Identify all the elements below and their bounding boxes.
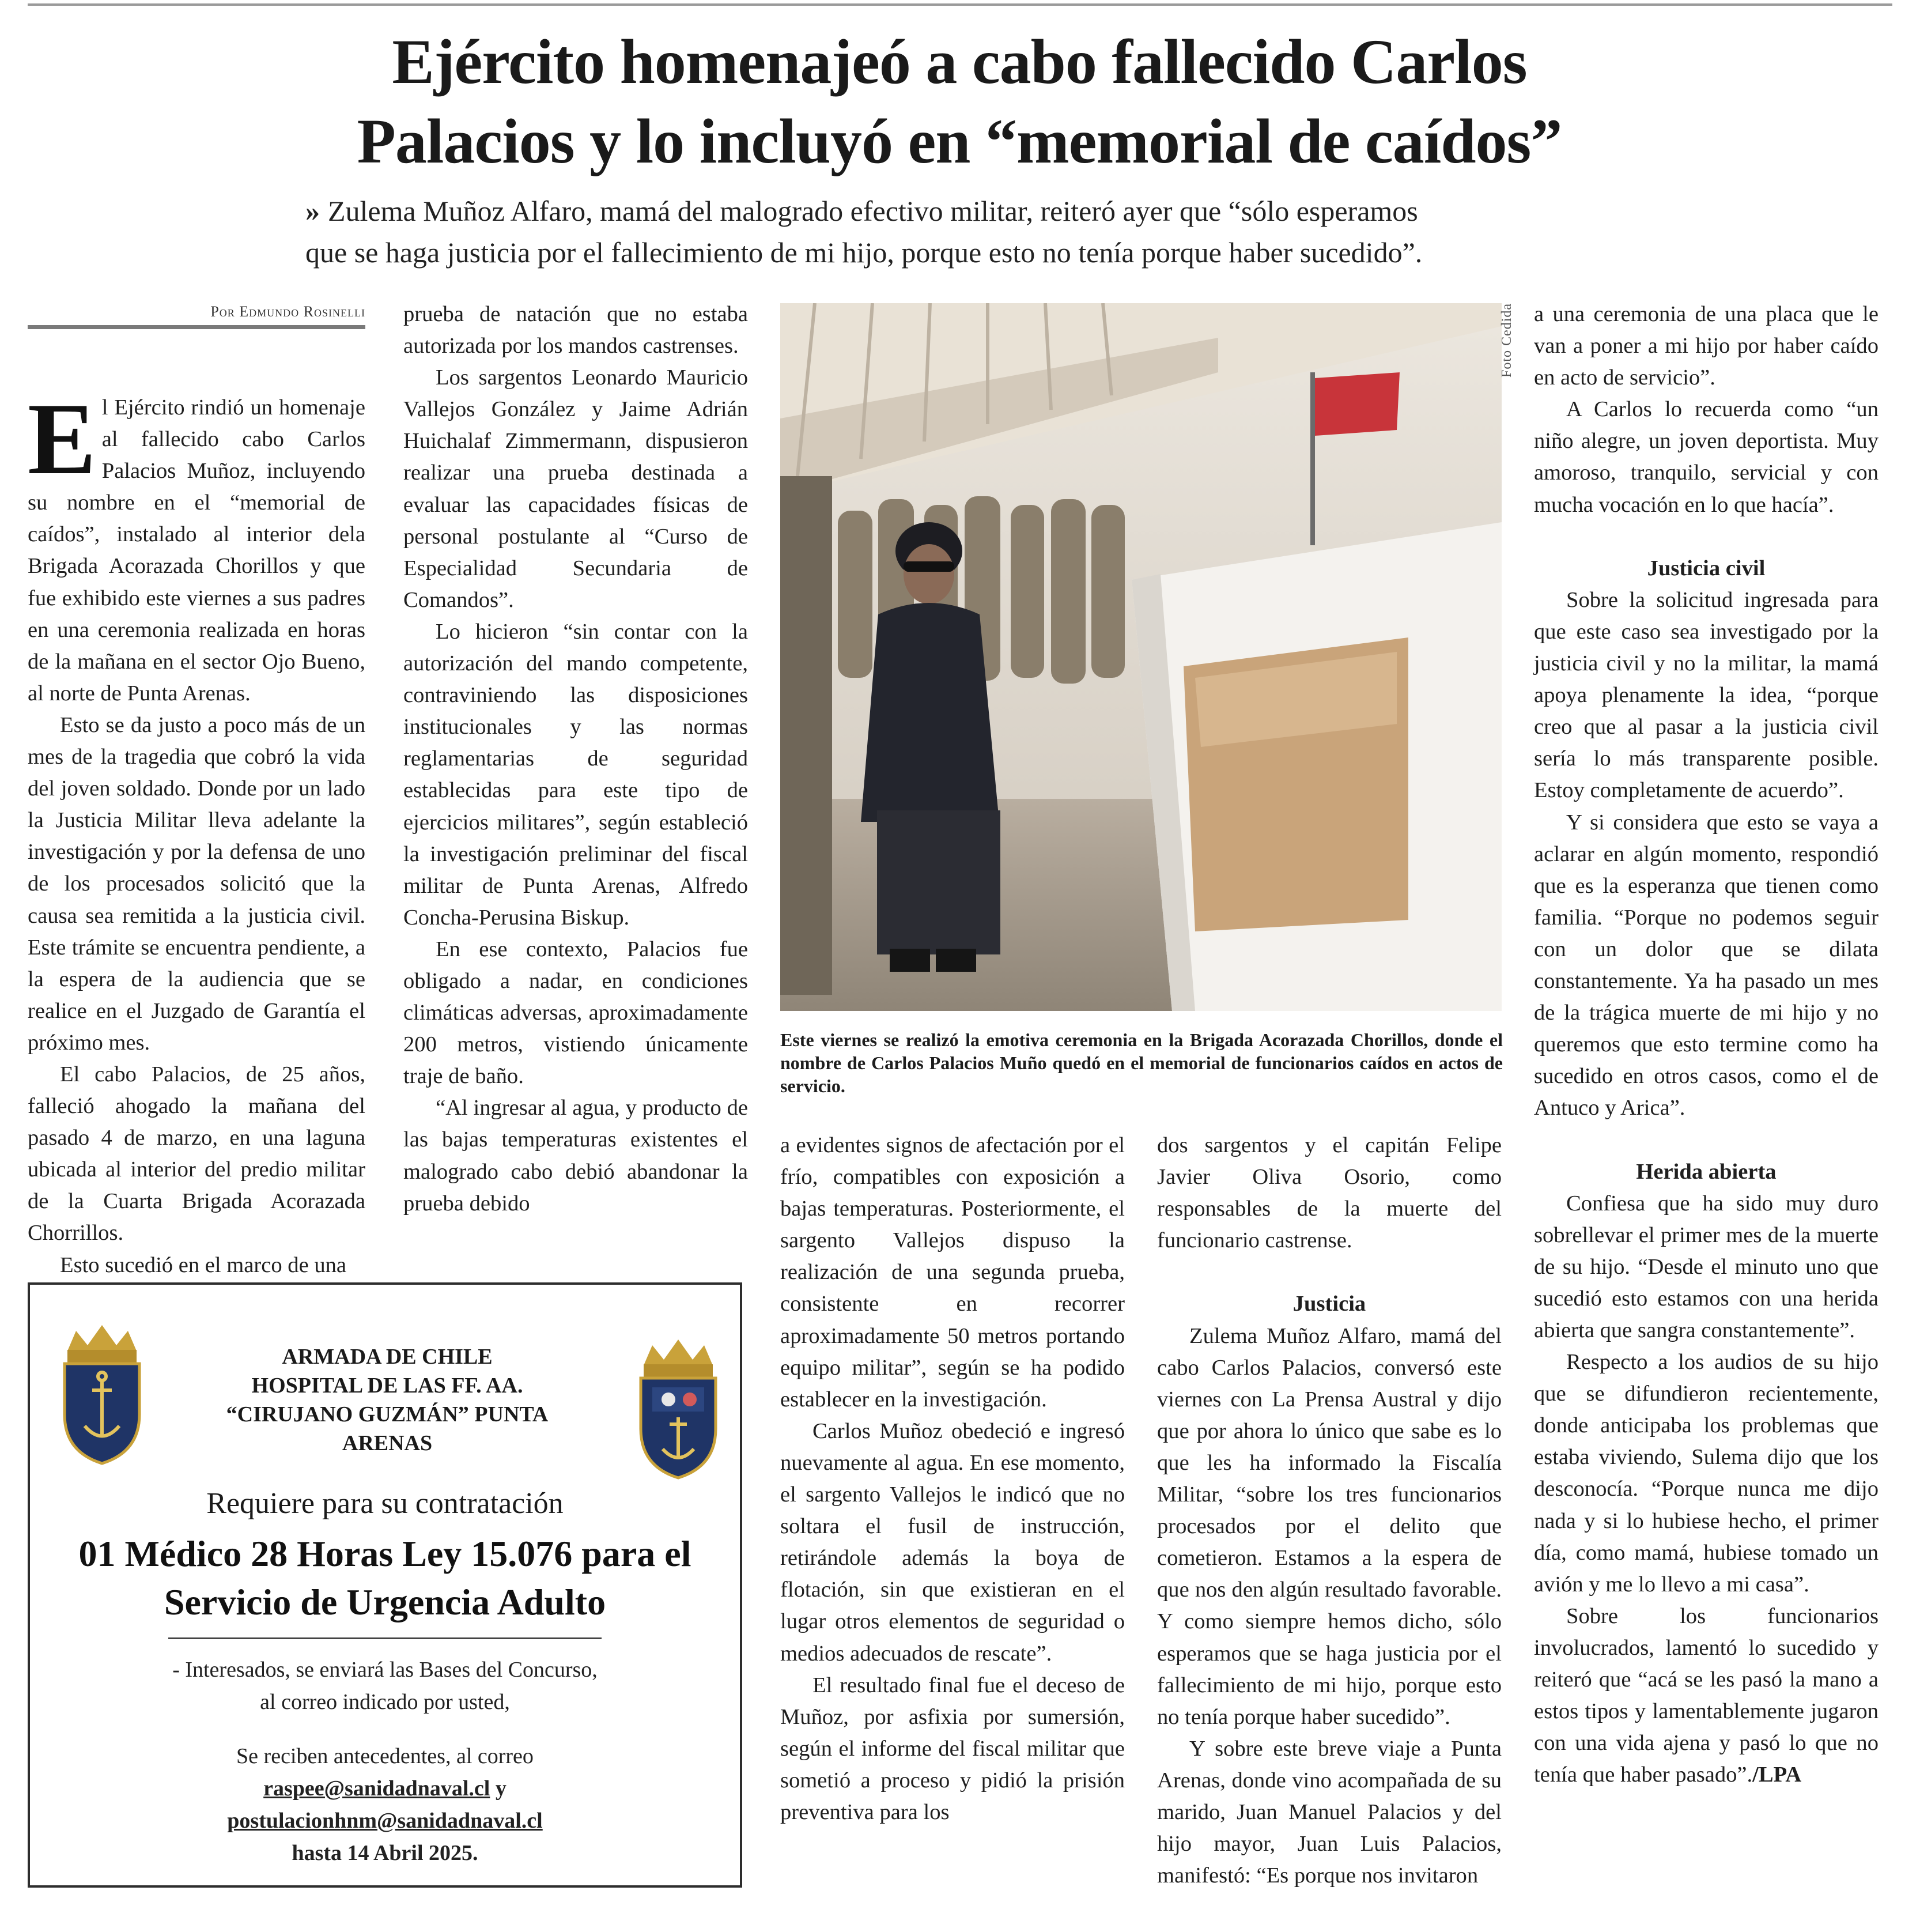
section-heading-justicia: Justicia bbox=[1292, 1292, 1366, 1316]
email-link-postulacion[interactable]: postulacionhnm@sanidadnaval.cl bbox=[227, 1809, 543, 1833]
paragraph: Y si considera que esto se vaya a aclarar en algún momento, respondió que es la esperanza que tienen como familia. “Porque no podemos seguir con un dolor que se dilata constantemente. Ya ha pasado un mes de la trágica muerte de mi hijo y no queremos que esto termine como ha sucedido en otros casos, como el de Antuco y Arica”. bbox=[1534, 810, 1879, 1120]
ad-position-line-1: 01 Médico 28 Horas Ley 15.076 para el bbox=[78, 1533, 691, 1574]
navy-crest-left bbox=[59, 1322, 145, 1466]
paragraph: Carlos Muñoz obedeció e ingresó nuevamente al agua. En ese momento, el sargento Vallejos le indicó que no soltara el fusil de instrucción, retirándole además la boya de flotación, sin que existieran en el lugar otros elementos de seguridad o medios adecuados de rescate”. bbox=[780, 1418, 1125, 1666]
headline bbox=[115, 22, 1804, 181]
paragraph: prueba de natación que no estaba autorizada por los mandos castrenses. bbox=[403, 302, 748, 359]
advertiser-line-2: HOSPITAL DE LAS FF. AA. bbox=[251, 1373, 523, 1398]
top-rule bbox=[28, 3, 1892, 6]
paragraph: Los sargentos Leonardo Mauricio Vallejos González y Jaime Adrián Huichalaf Zimmermann, dispusieron realizar una prueba destinada a evaluar las capacidades físicas de personal postulante al “Curso de Especialidad Secundaria de Comandos”. bbox=[403, 365, 748, 612]
paragraph: El cabo Palacios, de 25 años, falleció ahogado la mañana del pasado 4 de marzo, en una laguna ubicada al interior del predio militar de la Cuarta Brigada Acorazada Chorrillos. bbox=[28, 1062, 365, 1246]
headline-line-1: Ejército homenajeó a cabo fallecido Carlos bbox=[392, 27, 1527, 97]
paragraph: El resultado final fue el deceso de Muñoz, por asfixia por sumersión, según el informe del fiscal militar que sometió a proceso y pidió la prisión preventiva para los bbox=[780, 1673, 1125, 1824]
job-advertisement bbox=[28, 1282, 742, 1888]
paragraph: Y sobre este breve viaje a Punta Arenas, donde vino acompañada de su marido, Juan Manuel Palacios y del hijo mayor, Juan Luis Palacios, manifestó: “Es porque nos invitaron bbox=[1157, 1736, 1502, 1888]
ad-bases-line-1: - Interesados, se enviará las Bases del Concurso, bbox=[172, 1658, 598, 1682]
paragraph: Confiesa que ha sido muy duro sobrellevar el primer mes de la muerte de su hijo. “Desde el minuto uno que sucedió esto estamos con una herida abierta que sangra constantemente”. bbox=[1534, 1191, 1879, 1342]
ad-deadline: hasta 14 Abril 2025. bbox=[292, 1841, 478, 1865]
section-heading-justicia-civil: Justicia civil bbox=[1647, 556, 1766, 580]
article-column-1 bbox=[28, 382, 365, 1281]
email-link-raspee[interactable]: raspee@sanidadnaval.cl bbox=[263, 1776, 490, 1801]
navy-crest-right bbox=[635, 1337, 721, 1481]
paragraph: a una ceremonia de una placa que le van a poner a mi hijo por haber caído en acto de servicio”. bbox=[1534, 302, 1879, 390]
photo-credit: Foto Cedida bbox=[1499, 303, 1514, 378]
paragraph: A Carlos lo recuerda como “un niño alegre, un joven deportista. Muy amoroso, tranquilo, servicial y con mucha vocación en lo que hacía”. bbox=[1534, 397, 1879, 517]
drop-cap: E bbox=[28, 382, 96, 496]
ceremony-photo bbox=[780, 303, 1502, 1011]
paragraph: Esto se da justo a poco más de un mes de la tragedia que cobró la vida del joven soldado. Donde por un lado la Justicia Militar lleva adelante la investigación y por la defensa de uno de los procesados solicitó que la causa sea remitida a la justicia civil. Este trámite se encuentra pendiente, a la espera de la audiencia que se realice en el Juzgado de Garantía el próximo mes. bbox=[28, 712, 365, 1055]
article-column-3 bbox=[780, 1130, 1125, 1828]
paragraph: a evidentes signos de afectación por el frío, compatibles con exposición a bajas temperaturas. Posteriormente, el sargento Vallejos dispuso la realización de una segunda prueba, consistente en recorrer aproximadamente 50 metros portando equipo militar”, según se ha podido establecer en la investigación. bbox=[780, 1133, 1125, 1412]
byline: Por Edmundo Rosinelli bbox=[28, 303, 365, 329]
article-column-4 bbox=[1157, 1130, 1502, 1892]
subhead-line-2: que se haga justicia por el fallecimiento de mi hijo, porque esto no tenía porque haber sucedido”. bbox=[305, 236, 1423, 269]
signoff: /LPA bbox=[1752, 1763, 1802, 1787]
ad-contact bbox=[30, 1740, 740, 1869]
paragraph-text: Sobre los funcionarios involucrados, lamentó lo sucedido y reiteró que “acá se les pasó la mano a estos tipos y lamentablemente jugaron con una vida ajena y pasó lo que no tenía que haber pasado”. bbox=[1534, 1603, 1879, 1787]
paragraph: l Ejército rindió un homenaje al fallecido cabo Carlos Palacios Muñoz, incluyendo su nombre en el “memorial de caídos”, instalado al interior dela Brigada Acorazada Chorillos y que fue exhibido este viernes a sus padres en una ceremonia realizada en horas de la mañana en el sector Ojo Bueno, al norte de Punta Arenas. bbox=[28, 395, 365, 705]
subhead-line-1: Zulema Muñoz Alfaro, mamá del malogrado efectivo militar, reiteró ayer que “sólo esperamos bbox=[328, 195, 1418, 227]
ceremony-photo-illustration bbox=[780, 303, 1502, 1011]
flag bbox=[1315, 372, 1400, 436]
paragraph: En ese contexto, Palacios fue obligado a nadar, en condiciones climáticas adversas, aproximadamente 200 metros, vistiendo únicamente traje de baño. bbox=[403, 937, 748, 1089]
paragraph bbox=[1534, 1601, 1879, 1791]
ad-conjunction: y bbox=[490, 1776, 507, 1801]
advertiser-line-3: “CIRUJANO GUZMÁN” PUNTA ARENAS bbox=[226, 1402, 549, 1455]
ad-position-line-2: Servicio de Urgencia Adulto bbox=[164, 1582, 606, 1622]
paragraph: dos sargentos y el capitán Felipe Javier Oliva Osorio, como responsables de la muerte del funcionario castrense. bbox=[1157, 1133, 1502, 1253]
article-column-5 bbox=[1534, 299, 1879, 1791]
paragraph: Esto sucedió en el marco de una bbox=[60, 1252, 347, 1277]
ad-receive-label: Se reciben antecedentes, al correo bbox=[236, 1744, 534, 1768]
ad-position bbox=[41, 1530, 728, 1627]
flagpole bbox=[1310, 372, 1315, 545]
paragraph: Zulema Muñoz Alfaro, mamá del cabo Carlos Palacios, conversó este viernes con La Prensa Austral y dijo que por ahora lo único que sabe es lo que les ha informado la Fiscalía Militar, “sobre los tres funcionarios procesados por el delito que cometieron. Estamos a la espera de que nos den algún resultado favorable. Y como siempre hemos dicho, sólo esperamos que se haga justicia por el fallecimiento de mi hijo, porque esto no tenía porque haber sucedido”. bbox=[1157, 1323, 1502, 1729]
paragraph: Respecto a los audios de su hijo que se difundieron recientemente, donde anticipaba los problemas que estaba viviendo, Sulema dijo que los desconocía. “Porque nunca me dijo nada y si lo hubiese hecho, el primer día, como mamá, hubiese tomado un avión y me lo llevo a mi casa”. bbox=[1534, 1350, 1879, 1597]
double-chevron-icon: » bbox=[305, 195, 320, 227]
section-heading-herida-abierta: Herida abierta bbox=[1636, 1159, 1777, 1184]
paragraph: Lo hicieron “sin contar con la autorización del mando competente, contraviniendo las disposiciones institucionales y las normas reglamentarias de seguridad establecidas para este tipo de ejercicios militares”, según estableció la investigación preliminar del fiscal militar de Punta Arenas, Alfredo Concha-Perusina Biskup. bbox=[403, 619, 748, 930]
headline-line-2: Palacios y lo incluyó en “memorial de caídos” bbox=[357, 106, 1562, 176]
advertiser-name bbox=[203, 1342, 572, 1458]
advertiser-line-1: ARMADA DE CHILE bbox=[282, 1345, 493, 1369]
subhead bbox=[305, 190, 1648, 273]
ad-divider bbox=[168, 1637, 602, 1639]
ad-bases-line-2: al correo indicado por usted, bbox=[260, 1690, 510, 1714]
paragraph: “Al ingresar al agua, y producto de las bajas temperaturas existentes el malogrado cabo debió abandonar la prueba debido bbox=[403, 1096, 748, 1216]
ad-bases-note bbox=[30, 1654, 740, 1718]
ad-requirement: Requiere para su contratación bbox=[206, 1487, 564, 1520]
photo-caption: Este viernes se realizó la emotiva ceremonia en la Brigada Acorazada Chorillos, donde el nombre de Carlos Palacios Muño quedó en el memorial de funcionarios caídos en actos de servicio. bbox=[780, 1029, 1503, 1096]
paragraph: Sobre la solicitud ingresada para que este caso sea investigado por la justicia civil y no la militar, la mamá apoya plenamente la idea, “porque creo que al pasar a la justicia civil sería lo más transparente posible. Estoy completamente de acuerdo”. bbox=[1534, 587, 1879, 803]
article-column-2 bbox=[403, 299, 748, 1220]
